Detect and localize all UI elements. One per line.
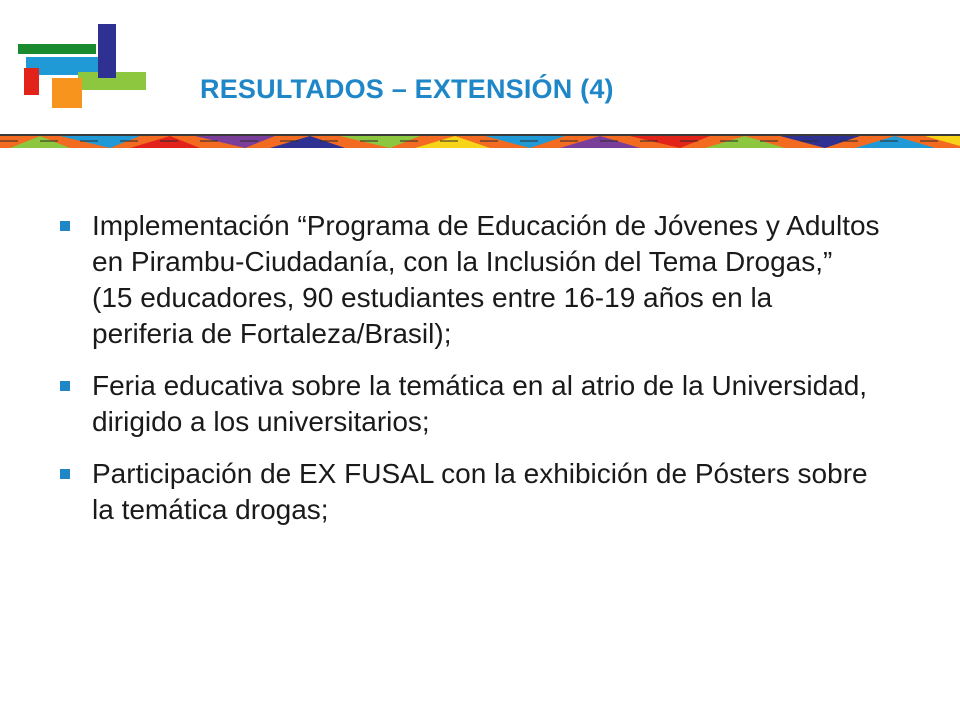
list-item bbox=[60, 368, 880, 440]
list-item-text: Feria educativa sobre la temática en al atrio de la Universidad, dirigido a los universitarios; bbox=[92, 370, 868, 437]
logo-block-red bbox=[24, 68, 39, 95]
logo-block-orange bbox=[52, 78, 82, 108]
logo-block-navy bbox=[98, 24, 116, 78]
square-bullet-icon bbox=[60, 469, 70, 479]
bullet-list bbox=[60, 208, 880, 544]
decorative-band bbox=[0, 134, 960, 148]
square-bullet-icon bbox=[60, 381, 70, 391]
list-item-text: Implementación “Programa de Educación de Jóvenes y Adultos en Pirambu-Ciudadanía, con la Inclusión del Tema Drogas,” (15 educadores, 90 estudiantes entre 16-19 años en la periferia de Fortaleza/Brasil); bbox=[92, 210, 880, 349]
list-item-text: Participación de EX FUSAL con la exhibición de Pósters sobre la temática drogas; bbox=[92, 458, 868, 525]
list-item bbox=[60, 208, 880, 352]
square-bullet-icon bbox=[60, 221, 70, 231]
list-item bbox=[60, 456, 880, 528]
slide-title: RESULTADOS – EXTENSIÓN (4) bbox=[200, 74, 614, 104]
logo-block-green bbox=[18, 44, 96, 54]
logo bbox=[0, 0, 160, 120]
decorative-band-pattern bbox=[0, 134, 960, 148]
